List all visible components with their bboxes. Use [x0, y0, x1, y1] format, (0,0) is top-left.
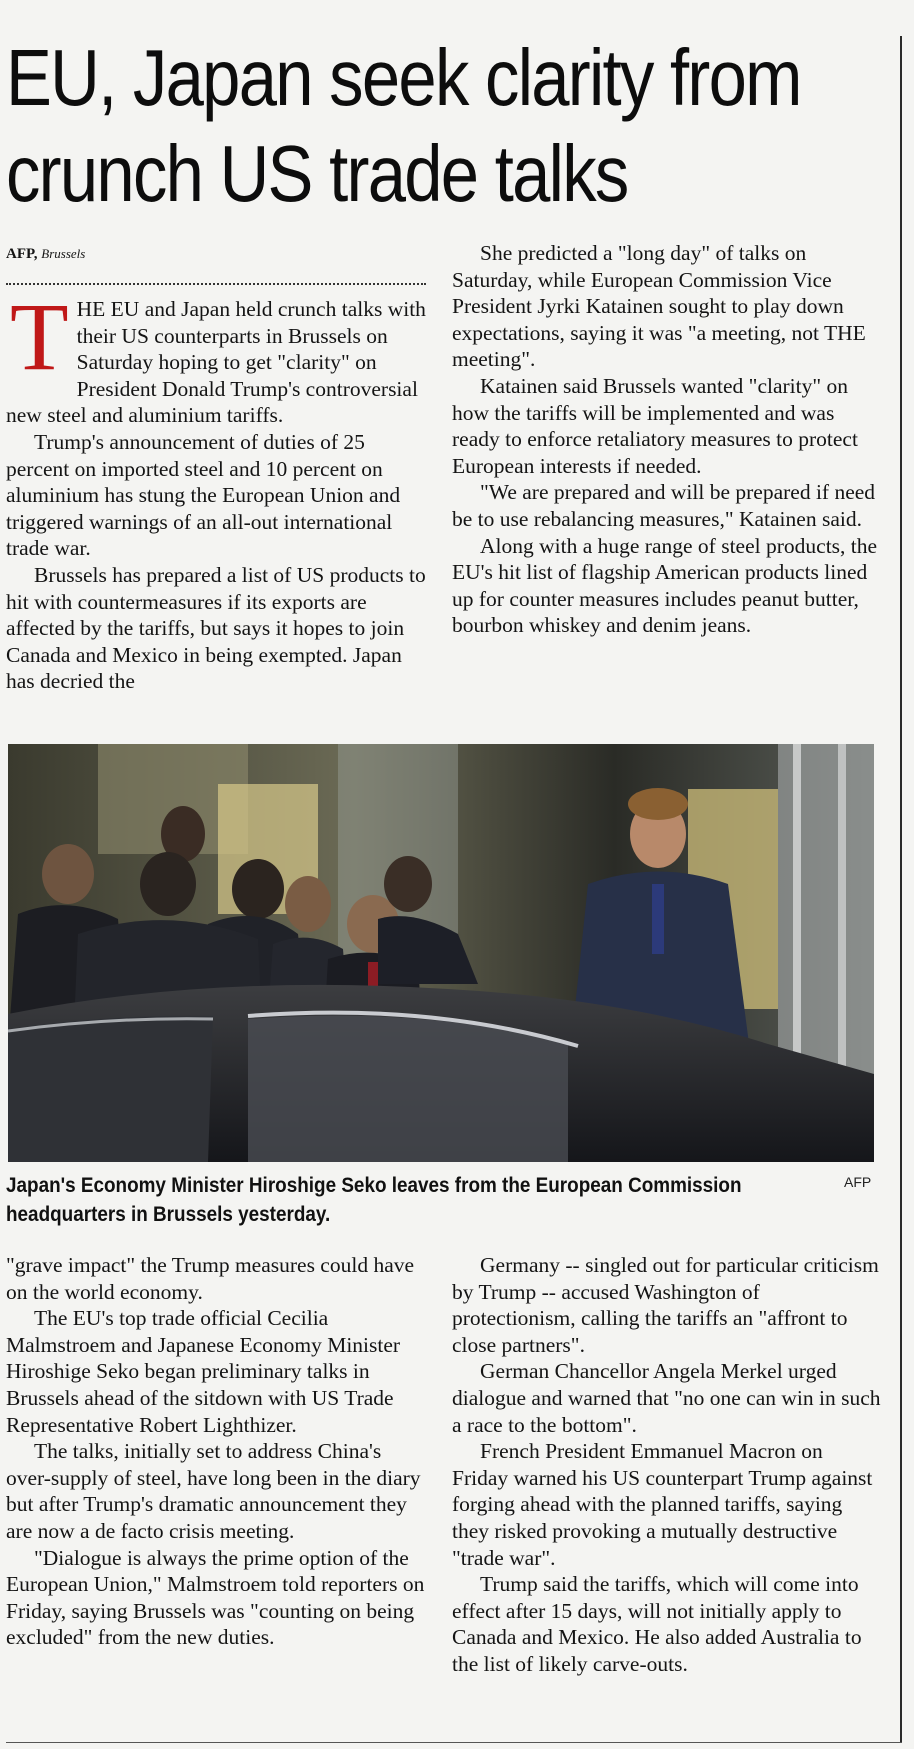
- paragraph: Along with a huge range of steel products, the EU's hit list of flagship American products lined up for counter measures includes peanut butter, bourbon whiskey and denim jeans.: [452, 533, 878, 638]
- paragraph: Trump's announcement of duties of 25 percent on imported steel and 10 percent on aluminium has stung the European Union and triggered warnings of an all-out international trade war.: [6, 429, 401, 561]
- byline: [6, 246, 85, 263]
- byline-dateline: Brussels: [41, 246, 86, 261]
- photo-illustration: [8, 744, 874, 1162]
- paragraph: Brussels has prepared a list of US products to hit with countermeasures if its exports are affected by the tariffs, but says it hopes to join Canada and Mexico in being exempted. Japan has decried the: [6, 562, 426, 694]
- paragraph: Trump said the tariffs, which will come into effect after 15 days, will not initially apply to Canada and Mexico. He also added Australia to the list of likely carve-outs.: [452, 1572, 862, 1676]
- paragraph: Katainen said Brussels wanted "clarity" on how the tariffs will be implemented and was ready to enforce retaliatory measures to protect European interests if needed.: [452, 373, 858, 478]
- paragraph: "Dialogue is always the prime option of the European Union," Malmstroem told reporters on Friday, saying Brussels was "counting on being excluded" from the new duties.: [6, 1545, 425, 1650]
- paragraph: German Chancellor Angela Merkel urged dialogue and warned that "no one can win in such a race to the bottom".: [452, 1359, 881, 1437]
- paragraph: The talks, initially set to address China's over-supply of steel, have long been in the diary but after Trump's dramatic announcement they are now a de facto crisis meeting.: [6, 1439, 421, 1543]
- news-photo: [8, 744, 874, 1162]
- paragraph: "We are prepared and will be prepared if need be to use rebalancing measures," Katainen said.: [452, 480, 876, 531]
- paragraph: "grave impact" the Trump measures could have on the world economy.: [6, 1253, 415, 1304]
- lead-paragraph: [6, 283, 426, 429]
- photo-credit: AFP: [844, 1174, 872, 1190]
- paragraph: She predicted a "long day" of talks on Saturday, while European Commission Vice President Jyrki Katainen sought to play down expectations, saying it was "a meeting, not THE meeting".: [452, 241, 866, 372]
- column-rule: [900, 36, 902, 1742]
- article-column-1: [6, 283, 426, 695]
- paragraph: Germany -- singled out for particular criticism by Trump -- accused Washington of protectionism, calling the tariffs an "affront to close partners".: [452, 1253, 879, 1357]
- paragraph: French President Emmanuel Macron on Friday warned his US counterpart Trump against forging ahead with the planned tariffs, saying they risked provoking a mutually destructive "trade war".: [452, 1439, 873, 1570]
- byline-agency: AFP,: [6, 246, 38, 262]
- headline: EU, Japan seek clarity from crunch US trade talks: [6, 33, 801, 218]
- article-column-2: [452, 240, 882, 639]
- bottom-rule: [6, 1742, 902, 1743]
- paragraph: The EU's top trade official Cecilia Malmstroem and Japanese Economy Minister Hiroshige Seko began preliminary talks in Brussels ahead of the sitdown with US Trade Representative Robert Lighthizer.: [6, 1306, 401, 1437]
- photo-caption: Japan's Economy Minister Hiroshige Seko leaves from the European Commission headquarters in Brussels yesterday.: [6, 1174, 742, 1226]
- lead-paragraph-text: HE EU and Japan held crunch talks with their US counterparts in Brussels on Saturday hoping to get "clarity" on President Donald Trump's controversial new steel and aluminium tariffs.: [6, 297, 426, 428]
- dotted-divider: [6, 283, 426, 285]
- article-column-4: [452, 1252, 882, 1678]
- article-column-3: [6, 1252, 426, 1651]
- drop-cap: T: [10, 283, 69, 390]
